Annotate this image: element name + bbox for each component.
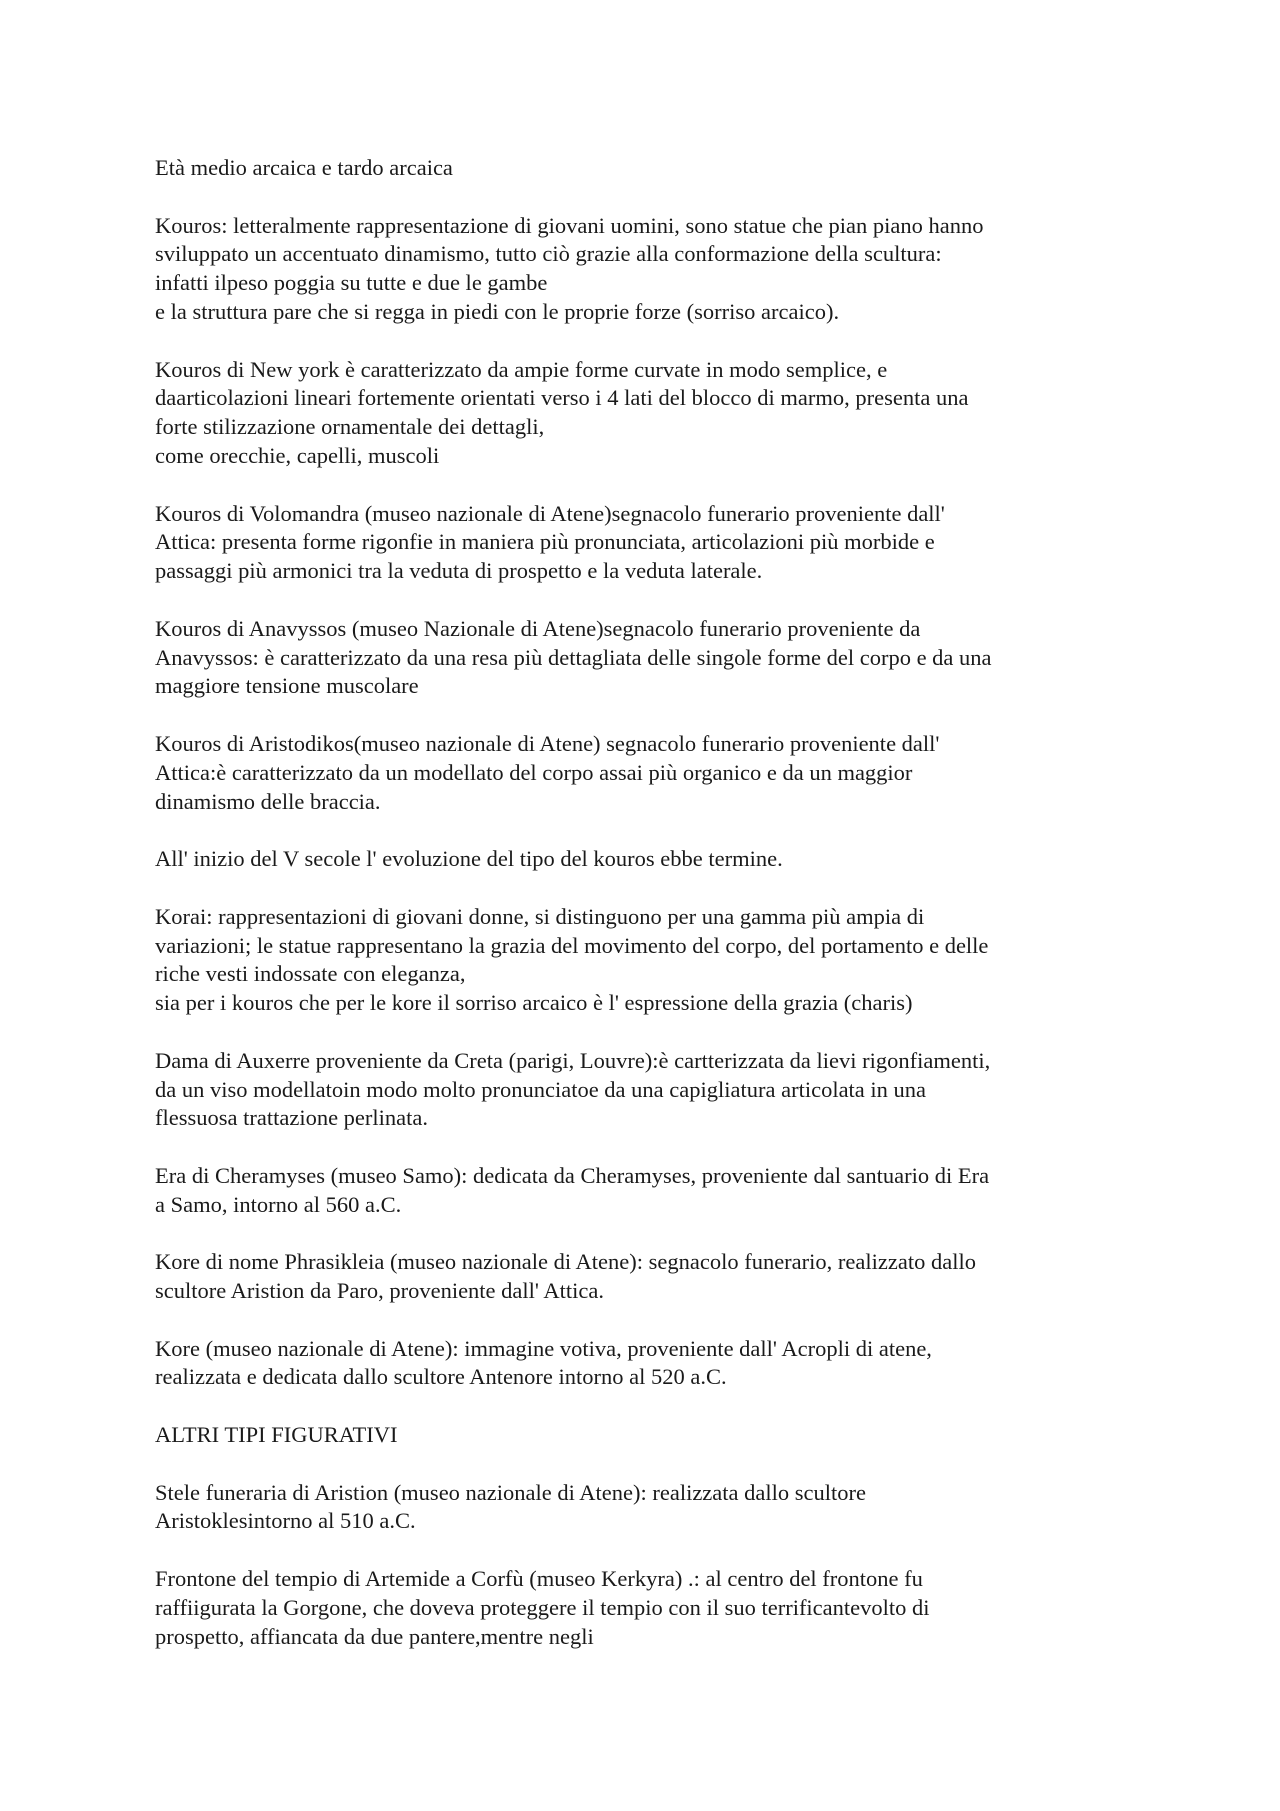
text-line: a Samo, intorno al 560 a.C. xyxy=(155,1191,402,1217)
paragraph xyxy=(155,1479,1145,1537)
text-line: Dama di Auxerre proveniente da Creta (parigi, Louvre):è cartterizzata da lievi rigonfiamenti, xyxy=(155,1047,991,1073)
text-line: All' inizio del V secole l' evoluzione del tipo del kouros ebbe termine. xyxy=(155,846,783,872)
paragraph xyxy=(155,730,1145,816)
text-line: Frontone del tempio di Artemide a Corfù (museo Kerkyra) .: al centro del frontone fu xyxy=(155,1566,923,1592)
text-line: Kouros di Aristodikos(museo nazionale di Atene) segnacolo funerario proveniente dall' xyxy=(155,730,940,756)
text-line: Kouros di New york è caratterizzato da ampie forme curvate in modo semplice, e xyxy=(155,356,888,382)
text-line: Età medio arcaica e tardo arcaica xyxy=(155,155,453,180)
text-line: Kore di nome Phrasikleia (museo nazionale di Atene): segnacolo funerario, realizzato dallo xyxy=(155,1249,976,1275)
text-line: Attica:è caratterizzato da un modellato del corpo assai più organico e da un maggior xyxy=(155,759,913,785)
paragraph xyxy=(155,615,1145,701)
text-line: come orecchie, capelli, muscoli xyxy=(155,442,440,468)
text-line: passaggi più armonici tra la veduta di prospetto e la veduta laterale. xyxy=(155,558,763,584)
paragraph xyxy=(155,1421,1145,1450)
paragraph xyxy=(155,154,1145,183)
text-line: ALTRI TIPI FIGURATIVI xyxy=(155,1422,398,1448)
paragraph xyxy=(155,1162,1145,1220)
text-line: forte stilizzazione ornamentale dei dettagli, xyxy=(155,414,545,440)
text-line: Korai: rappresentazioni di giovani donne, si distinguono per una gamma più ampia di xyxy=(155,903,925,929)
paragraph xyxy=(155,845,1145,874)
text-line: flessuosa trattazione perlinata. xyxy=(155,1105,429,1131)
text-line: sviluppato un accentuato dinamismo, tutto ciò grazie alla conformazione della scultura: xyxy=(155,241,942,267)
paragraph xyxy=(155,356,1145,471)
paragraph xyxy=(155,1565,1145,1651)
document-body xyxy=(155,154,1145,1680)
text-line: sia per i kouros che per le kore il sorriso arcaico è l' espressione della grazia (charis) xyxy=(155,990,913,1016)
text-line: Aristoklesintorno al 510 a.C. xyxy=(155,1508,416,1534)
text-line: infatti ilpeso poggia su tutte e due le gambe xyxy=(155,270,548,296)
paragraph xyxy=(155,212,1145,327)
text-line: Kore (museo nazionale di Atene): immagine votiva, proveniente dall' Acropli di atene, xyxy=(155,1335,932,1361)
text-line: da un viso modellatoin modo molto pronunciatoe da una capigliatura articolata in una xyxy=(155,1076,927,1102)
text-line: Kouros di Volomandra (museo nazionale di Atene)segnacolo funerario proveniente dall' xyxy=(155,500,945,526)
text-line: Kouros di Anavyssos (museo Nazionale di Atene)segnacolo funerario proveniente da xyxy=(155,615,921,641)
paragraph xyxy=(155,903,1145,1018)
text-line: maggiore tensione muscolare xyxy=(155,673,419,699)
text-line: scultore Aristion da Paro, proveniente dall' Attica. xyxy=(155,1278,604,1304)
text-line: prospetto, affiancata da due pantere,mentre negli xyxy=(155,1623,594,1649)
text-line: Anavyssos: è caratterizzato da una resa più dettagliata delle singole forme del corpo e da una xyxy=(155,644,992,670)
paragraph xyxy=(155,500,1145,586)
text-line: daarticolazioni lineari fortemente orientati verso i 4 lati del blocco di marmo, presenta una xyxy=(155,385,969,411)
text-line: Kouros: letteralmente rappresentazione di giovani uomini, sono statue che pian piano hanno xyxy=(155,212,984,238)
text-line: Stele funeraria di Aristion (museo nazionale di Atene): realizzata dallo scultore xyxy=(155,1479,866,1505)
paragraph xyxy=(155,1248,1145,1306)
paragraph xyxy=(155,1335,1145,1393)
text-line: riche vesti indossate con eleganza, xyxy=(155,961,466,987)
text-line: raffiigurata la Gorgone, che doveva proteggere il tempio con il suo terrificantevolto di xyxy=(155,1594,930,1620)
text-line: realizzata e dedicata dallo scultore Antenore intorno al 520 a.C. xyxy=(155,1364,727,1390)
text-line: variazioni; le statue rappresentano la grazia del movimento del corpo, del portamento e delle xyxy=(155,932,989,958)
paragraph xyxy=(155,1047,1145,1133)
text-line: Era di Cheramyses (museo Samo): dedicata da Cheramyses, proveniente dal santuario di Era xyxy=(155,1162,990,1188)
text-line: e la struttura pare che si regga in piedi con le proprie forze (sorriso arcaico). xyxy=(155,298,840,324)
text-line: Attica: presenta forme rigonfie in maniera più pronunciata, articolazioni più morbide e xyxy=(155,529,935,555)
text-line: dinamismo delle braccia. xyxy=(155,788,381,814)
